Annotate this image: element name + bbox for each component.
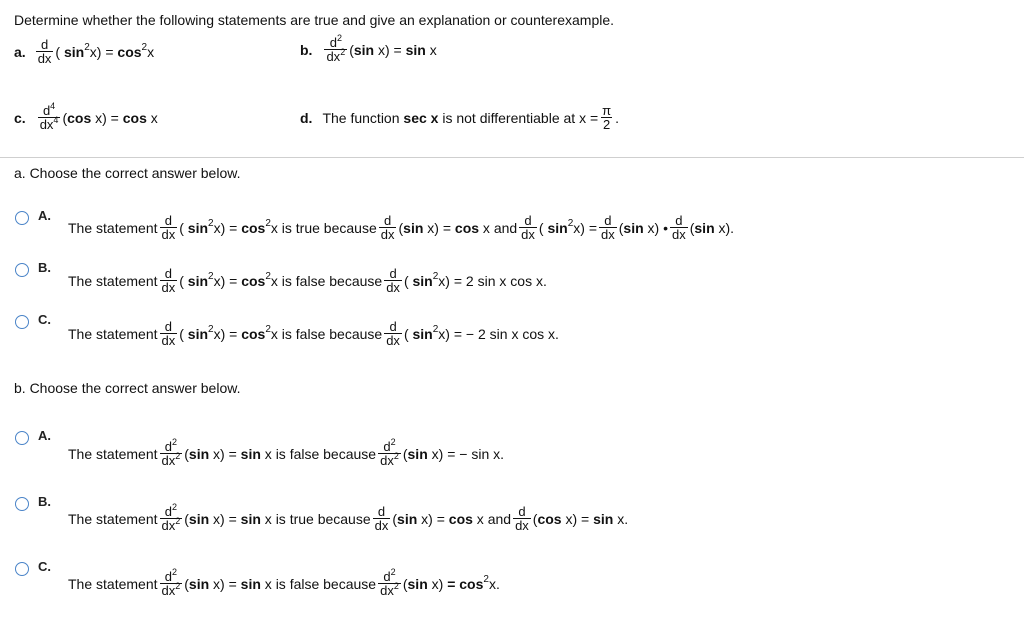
- option-verdict: is true because: [275, 510, 371, 527]
- statement-c: c. $\frac{d^4}{dx^4}$ (cos x) = cos x: [14, 101, 158, 132]
- part-b-option-c-text[interactable]: The statement $\frac{d^2}{dx^2}$ (sin x) = sin x is false because $\frac{d^2}{dx^2}$ (sin x) = cos $^2$x.: [68, 567, 500, 598]
- part-b-option-a-radio[interactable]: [15, 431, 29, 445]
- two-denominator: 2: [603, 117, 611, 132]
- pi-symbol: π: [602, 103, 612, 118]
- part-a-option-c-text[interactable]: The statement $\frac{d}{dx}$ ( $\sin^2x) = \cos^2x$ is false because $\frac{d}{dx}$ ( $\sin^2x$) = − 2 sin x cos x.: [68, 319, 559, 348]
- part-b-option-a-text[interactable]: The statement $\frac{d^2}{dx^2}$ (sin x) = sin x is false because $\frac{d^2}{dx^2}$ (sin x) = − sin x.: [68, 437, 505, 468]
- part-b-prompt: b. Choose the correct answer below.: [14, 380, 241, 396]
- option-result: = 2 sin x cos x.: [453, 272, 547, 289]
- statement-a: a. $\frac{d}{dx}$ ( $\sin^2x) = \cos^2x$: [14, 37, 155, 66]
- label-a: a.: [14, 43, 26, 60]
- option-lead: The statement: [68, 510, 158, 527]
- part-a-option-a-radio[interactable]: [15, 211, 29, 225]
- option-verdict: is false because: [281, 325, 383, 342]
- part-b-option-c-letter: C.: [38, 559, 51, 574]
- d-text-sec: sec x: [403, 109, 439, 126]
- part-b-option-a-letter: A.: [38, 428, 51, 443]
- d-text-mid: is not differentiable at x =: [442, 109, 599, 126]
- option-lead: The statement: [68, 445, 158, 462]
- d-text-prefix: The function: [322, 109, 400, 126]
- part-b-option-b-text[interactable]: The statement $\frac{d^2}{dx^2}$ (sin x) = sin x is true because $\frac{d}{dx}$ (sin x) = cos x and $\frac{d}{dx}$ (cos x) = sin x.: [68, 502, 629, 533]
- part-a-option-a-text[interactable]: The statement $\frac{d}{dx}$ ( $\sin^2x) = \cos^2x$ is true because $\frac{d}{dx}$ (sin x) = cos x and $\frac{d}{dx}$ ( $\sin^2x$) = $\frac{d}{dx}$ (sin x) • $\frac{d}{dx}$ (sin x).: [68, 213, 735, 242]
- part-a-option-b-letter: B.: [38, 260, 51, 275]
- part-a-option-c-letter: C.: [38, 312, 51, 327]
- option-lead: The statement: [68, 272, 158, 289]
- option-verdict: is false because: [281, 272, 383, 289]
- option-result: = − sin x.: [447, 445, 505, 462]
- option-result: = − 2 sin x cos x.: [453, 325, 559, 342]
- statement-b: b. $\frac{d^2}{dx^2}$ (sin x) = sin x: [300, 33, 437, 64]
- part-b-option-b-letter: B.: [38, 494, 51, 509]
- label-d: d.: [300, 109, 313, 126]
- label-b: b.: [300, 41, 313, 58]
- part-b-option-c-radio[interactable]: [15, 562, 29, 576]
- option-and: and: [493, 219, 518, 236]
- instruction-text: Determine whether the following statements are true and give an explanation or counterexample.: [14, 12, 615, 28]
- part-a-option-b-text[interactable]: The statement $\frac{d}{dx}$ ( $\sin^2x) = \cos^2x$ is false because $\frac{d}{dx}$ ( $\sin^2x$) = 2 sin x cos x.: [68, 266, 547, 295]
- option-lead: The statement: [68, 575, 158, 592]
- d-period: .: [615, 109, 620, 126]
- part-a-option-b-radio[interactable]: [15, 263, 29, 277]
- part-a-option-a-letter: A.: [38, 208, 51, 223]
- option-lead: The statement: [68, 219, 158, 236]
- part-a-prompt: a. Choose the correct answer below.: [14, 165, 241, 181]
- statement-d: [300, 104, 619, 131]
- option-result: = cos: [447, 575, 484, 592]
- part-b-option-b-radio[interactable]: [15, 497, 29, 511]
- part-a-option-c-radio[interactable]: [15, 315, 29, 329]
- label-c: c.: [14, 109, 26, 126]
- option-lead: The statement: [68, 325, 158, 342]
- option-verdict: is true because: [281, 219, 377, 236]
- option-and: and: [487, 510, 512, 527]
- section-divider: [0, 157, 1024, 158]
- option-verdict: is false because: [275, 575, 377, 592]
- option-verdict: is false because: [275, 445, 377, 462]
